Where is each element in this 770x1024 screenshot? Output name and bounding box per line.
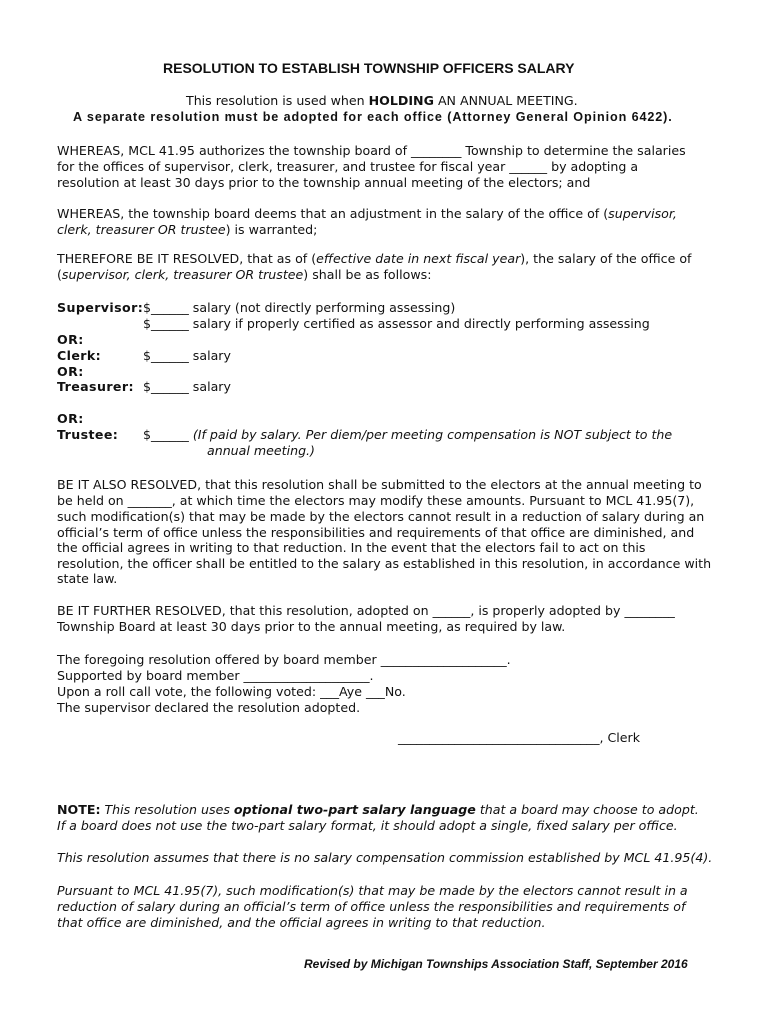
or-label-3: OR: xyxy=(57,411,84,426)
whereas2-italic-2: clerk, treasurer OR trustee xyxy=(57,222,226,237)
trustee-label: Trustee: xyxy=(57,427,119,442)
pursuant-line-1: Pursuant to MCL 41.95(7), such modification(s) that may be made by the electors cannot result in a xyxy=(57,883,688,898)
or-label-2: OR: xyxy=(57,364,84,379)
also-resolved-line-7: state law. xyxy=(57,571,118,586)
therefore-text-2: ), the salary of the office of xyxy=(520,251,692,266)
separate-resolution-note: A separate resolution must be adopted for each office (Attorney General Opinion 6422). xyxy=(73,110,673,124)
clerk-label: Clerk: xyxy=(57,348,102,363)
whereas2-text-2: ) is warranted; xyxy=(225,222,318,237)
vote-line-1: The foregoing resolution offered by board member ____________________. xyxy=(57,652,511,667)
whereas1-line-2: for the offices of supervisor, clerk, treasurer, and trustee for fiscal year ______ by adopting a xyxy=(57,159,639,174)
whereas1-line-3: resolution at least 30 days prior to the township annual meeting of the electors; and xyxy=(57,175,591,190)
therefore-text: THEREFORE BE IT RESOLVED, that as of ( xyxy=(57,251,317,266)
commission-note: This resolution assumes that there is no salary compensation commission established by MCL 41.95(4). xyxy=(57,850,713,865)
also-resolved-line-5: the official agrees in writing to that reduction. In the event that the electors fail to act on this xyxy=(57,540,646,555)
revision-footer: Revised by Michigan Townships Association Staff, September 2016 xyxy=(304,957,688,971)
clerk-salary-line: $______ salary xyxy=(143,348,231,363)
therefore-text-3: ( xyxy=(57,267,62,282)
vote-line-4: The supervisor declared the resolution adopted. xyxy=(57,700,361,715)
note-line-1 xyxy=(57,802,699,818)
whereas2-text: WHEREAS, the township board deems that an adjustment in the salary of the office of ( xyxy=(57,206,609,221)
trustee-note: (If paid by salary. Per diem/per meeting compensation is NOT subject to the xyxy=(192,427,673,442)
supervisor-salary-line-2: $______ salary if properly certified as assessor and directly performing assessing xyxy=(143,316,650,331)
whereas2-line-1 xyxy=(57,206,677,222)
vote-line-2: Supported by board member ____________________. xyxy=(57,668,374,683)
therefore-line-1 xyxy=(57,251,692,267)
therefore-italic: effective date in next fiscal year xyxy=(316,251,521,266)
trustee-note-line-2: annual meeting.) xyxy=(207,443,315,458)
note-line-2: If a board does not use the two-part salary format, it should adopt a single, fixed salary per office. xyxy=(57,818,678,833)
vote-line-3: Upon a roll call vote, the following voted: ___Aye ___No. xyxy=(57,684,406,699)
further-resolved-line-2: Township Board at least 30 days prior to the annual meeting, as required by law. xyxy=(57,619,566,634)
supervisor-label: Supervisor: xyxy=(57,300,144,315)
clerk-signature-line: ________________________________, Clerk xyxy=(398,730,641,745)
trustee-salary-line xyxy=(143,427,672,443)
also-resolved-line-6: resolution, the officer shall be entitled to the salary as established in this resolution, in accordance with xyxy=(57,556,712,571)
usage-note-bold: HOLDING xyxy=(368,93,434,108)
therefore-line-2 xyxy=(57,267,431,283)
note-text-2: that a board may choose to adopt. xyxy=(475,802,699,817)
further-resolved-line-1: BE IT FURTHER RESOLVED, that this resolution, adopted on ______, is properly adopted by ________ xyxy=(57,603,675,618)
usage-note-pre: This resolution is used when xyxy=(186,93,369,108)
therefore-italic-2: supervisor, clerk, treasurer OR trustee xyxy=(61,267,304,282)
pursuant-line-3: that office are diminished, and the official agrees in writing to that reduction. xyxy=(57,915,546,930)
usage-note xyxy=(186,93,578,109)
also-resolved-line-4: official’s term of office unless the responsibilities and requirements of that office are diminished, and xyxy=(57,525,695,540)
treasurer-salary-line: $______ salary xyxy=(143,379,231,394)
supervisor-salary-line-1: $______ salary (not directly performing assessing) xyxy=(143,300,456,315)
whereas1-line-1: WHEREAS, MCL 41.95 authorizes the township board of ________ Township to determine the salaries xyxy=(57,143,686,158)
or-label-1: OR: xyxy=(57,332,84,347)
also-resolved-line-1: BE IT ALSO RESOLVED, that this resolution shall be submitted to the electors at the annual meeting to xyxy=(57,477,702,492)
pursuant-line-2: reduction of salary during an official’s term of office unless the responsibilities and requirements of xyxy=(57,899,686,914)
therefore-text-4: ) shall be as follows: xyxy=(303,267,432,282)
whereas2-line-2 xyxy=(57,222,317,238)
treasurer-label: Treasurer: xyxy=(57,379,134,394)
note-emphasis: optional two-part salary language xyxy=(233,802,476,817)
note-text: This resolution uses xyxy=(100,802,234,817)
usage-note-post: AN ANNUAL MEETING. xyxy=(433,93,578,108)
trustee-amount: $______ xyxy=(143,427,193,442)
also-resolved-line-3: such modification(s) that may be made by the electors cannot result in a reduction of salary during an xyxy=(57,509,705,524)
also-resolved-line-2: be held on _______, at which time the electors may modify these amounts. Pursuant to MCL 41.95(7), xyxy=(57,493,695,508)
whereas2-italic: supervisor, xyxy=(608,206,677,221)
document-title: RESOLUTION TO ESTABLISH TOWNSHIP OFFICERS SALARY xyxy=(163,60,575,76)
note-label: NOTE: xyxy=(57,802,101,817)
